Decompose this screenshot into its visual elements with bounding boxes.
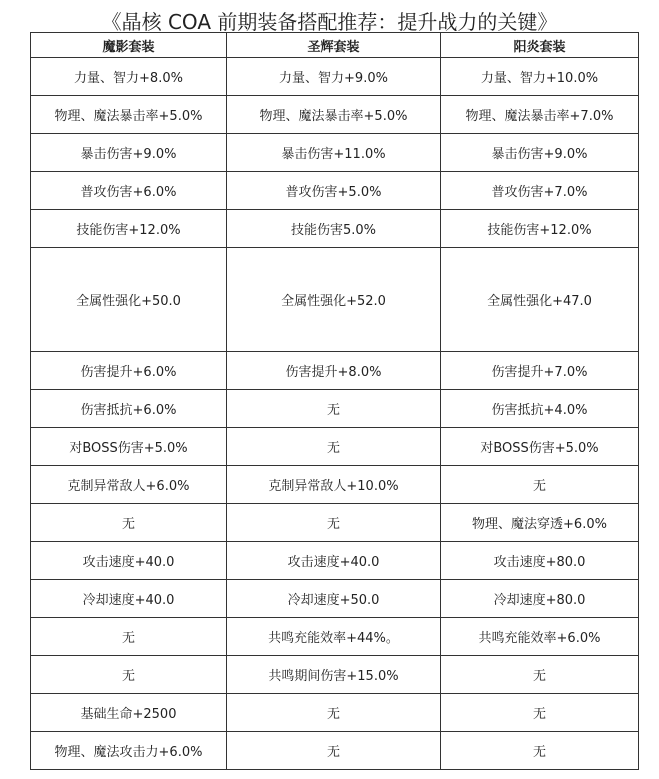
table-cell xyxy=(31,248,227,352)
table-cell xyxy=(441,656,639,694)
cell-text: 克制异常敌人+6.0% xyxy=(67,479,190,494)
cell-text: 无 xyxy=(326,707,340,722)
cell-text: 无 xyxy=(121,669,135,684)
set-comparison-table xyxy=(30,32,639,770)
table-row xyxy=(31,172,639,210)
cell-text: 冷却速度+80.0 xyxy=(493,593,586,608)
table-row xyxy=(31,352,639,390)
cell-text: 暴击伤害+9.0% xyxy=(491,147,588,162)
cell-text: 全属性强化+52.0 xyxy=(281,294,386,309)
table-cell xyxy=(441,504,639,542)
table-cell xyxy=(441,694,639,732)
table-cell xyxy=(31,428,227,466)
table-row xyxy=(31,542,639,580)
cell-text: 无 xyxy=(326,745,340,760)
cell-text: 物理、魔法暴击率+7.0% xyxy=(465,109,614,124)
table-row xyxy=(31,248,639,352)
table-row xyxy=(31,618,639,656)
table-row xyxy=(31,732,639,770)
column-header: 圣辉套装 xyxy=(227,33,441,58)
cell-text: 攻击速度+40.0 xyxy=(82,555,175,570)
table-cell xyxy=(441,58,639,96)
cell-text: 伤害提升+6.0% xyxy=(80,365,177,380)
cell-text: 物理、魔法暴击率+5.0% xyxy=(54,109,203,124)
cell-text: 力量、智力+9.0% xyxy=(279,71,388,86)
table-cell xyxy=(31,542,227,580)
cell-text: 物理、魔法攻击力+6.0% xyxy=(54,745,203,760)
cell-text: 普攻伤害+6.0% xyxy=(80,185,177,200)
cell-text: 技能伤害5.0% xyxy=(290,223,377,238)
cell-text: 无 xyxy=(326,441,340,456)
cell-text: 伤害抵抗+4.0% xyxy=(491,403,588,418)
table-cell xyxy=(31,352,227,390)
cell-text: 攻击速度+80.0 xyxy=(493,555,586,570)
cell-text: 物理、魔法暴击率+5.0% xyxy=(259,109,408,124)
table-row xyxy=(31,58,639,96)
table-cell xyxy=(441,542,639,580)
cell-text: 对BOSS伤害+5.0% xyxy=(480,441,599,456)
column-header: 阳炎套装 xyxy=(441,33,639,58)
table-row xyxy=(31,134,639,172)
table-cell xyxy=(227,134,441,172)
cell-text: 力量、智力+8.0% xyxy=(74,71,183,86)
table-body xyxy=(31,58,639,770)
table-cell xyxy=(227,172,441,210)
cell-text: 暴击伤害+11.0% xyxy=(281,147,386,162)
cell-text: 共鸣充能效率+6.0% xyxy=(478,631,601,646)
cell-text: 共鸣充能效率+44%。 xyxy=(268,631,399,646)
cell-text: 冷却速度+40.0 xyxy=(82,593,175,608)
table-cell xyxy=(441,732,639,770)
table-cell xyxy=(31,732,227,770)
table-cell xyxy=(441,580,639,618)
table-cell xyxy=(441,618,639,656)
cell-text: 全属性强化+47.0 xyxy=(487,294,592,309)
table-row xyxy=(31,390,639,428)
table-cell xyxy=(441,390,639,428)
table-row xyxy=(31,210,639,248)
table-cell xyxy=(227,210,441,248)
table-cell xyxy=(31,580,227,618)
table-cell xyxy=(31,618,227,656)
cell-text: 克制异常敌人+10.0% xyxy=(268,479,399,494)
cell-text: 力量、智力+10.0% xyxy=(480,71,599,86)
table-cell xyxy=(31,504,227,542)
cell-text: 无 xyxy=(121,631,135,646)
table-cell xyxy=(227,96,441,134)
cell-text: 伤害提升+7.0% xyxy=(491,365,588,380)
cell-text: 暴击伤害+9.0% xyxy=(80,147,177,162)
cell-text: 对BOSS伤害+5.0% xyxy=(69,441,188,456)
table-cell xyxy=(31,466,227,504)
cell-text: 无 xyxy=(326,517,340,532)
table-cell xyxy=(227,58,441,96)
table-row xyxy=(31,656,639,694)
cell-text: 物理、魔法穿透+6.0% xyxy=(472,517,607,532)
cell-text: 冷却速度+50.0 xyxy=(287,593,380,608)
table-cell xyxy=(441,352,639,390)
table-cell xyxy=(441,96,639,134)
cell-text: 全属性强化+50.0 xyxy=(76,294,181,309)
table-cell xyxy=(227,694,441,732)
table-cell xyxy=(441,466,639,504)
table-cell xyxy=(441,210,639,248)
table-cell xyxy=(31,96,227,134)
cell-text: 攻击速度+40.0 xyxy=(287,555,380,570)
set-comparison-table-container xyxy=(30,32,638,770)
table-cell xyxy=(227,248,441,352)
table-cell xyxy=(227,580,441,618)
table-row xyxy=(31,428,639,466)
table-row xyxy=(31,96,639,134)
table-cell xyxy=(31,58,227,96)
table-cell xyxy=(227,390,441,428)
table-row xyxy=(31,694,639,732)
table-cell xyxy=(227,466,441,504)
cell-text: 无 xyxy=(532,479,546,494)
cell-text: 伤害提升+8.0% xyxy=(285,365,382,380)
table-cell xyxy=(441,134,639,172)
table-cell xyxy=(31,694,227,732)
table-cell xyxy=(441,428,639,466)
table-cell xyxy=(31,210,227,248)
table-row xyxy=(31,504,639,542)
page-title: 《晶核 COA 前期装备搭配推荐：提升战力的关键》 xyxy=(101,10,558,34)
table-cell xyxy=(227,428,441,466)
table-cell xyxy=(31,172,227,210)
table-cell xyxy=(227,618,441,656)
cell-text: 普攻伤害+7.0% xyxy=(491,185,588,200)
table-cell xyxy=(227,352,441,390)
cell-text: 无 xyxy=(326,403,340,418)
cell-text: 无 xyxy=(121,517,135,532)
cell-text: 共鸣期间伤害+15.0% xyxy=(268,669,399,684)
table-cell xyxy=(31,134,227,172)
cell-text: 无 xyxy=(532,669,546,684)
cell-text: 基础生命+2500 xyxy=(80,707,177,722)
table-row xyxy=(31,580,639,618)
table-cell xyxy=(31,390,227,428)
cell-text: 普攻伤害+5.0% xyxy=(285,185,382,200)
table-cell xyxy=(227,732,441,770)
cell-text: 技能伤害+12.0% xyxy=(487,223,592,238)
table-cell xyxy=(227,542,441,580)
table-cell xyxy=(31,656,227,694)
table-cell xyxy=(227,656,441,694)
table-cell xyxy=(227,504,441,542)
cell-text: 技能伤害+12.0% xyxy=(76,223,181,238)
cell-text: 无 xyxy=(532,707,546,722)
table-cell xyxy=(441,248,639,352)
cell-text: 无 xyxy=(532,745,546,760)
table-header-row xyxy=(31,33,639,58)
cell-text: 伤害抵抗+6.0% xyxy=(80,403,177,418)
table-cell xyxy=(441,172,639,210)
column-header: 魔影套装 xyxy=(31,33,227,58)
table-row xyxy=(31,466,639,504)
